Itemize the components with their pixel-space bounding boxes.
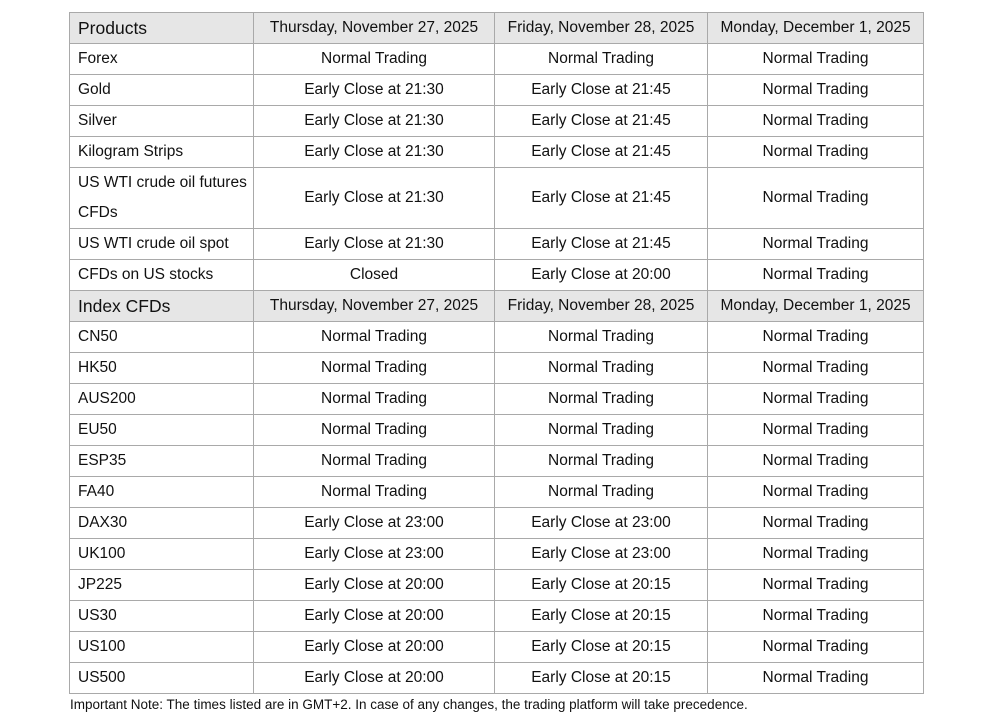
product-name-cell: US30 xyxy=(70,601,254,632)
date-column-header: Friday, November 28, 2025 xyxy=(495,291,708,322)
trading-status-cell: Normal Trading xyxy=(708,260,924,291)
trading-status-cell: Early Close at 20:00 xyxy=(254,570,495,601)
trading-status-cell: Early Close at 23:00 xyxy=(254,539,495,570)
product-name-cell: HK50 xyxy=(70,353,254,384)
table-row xyxy=(70,322,924,353)
trading-status-cell: Early Close at 20:00 xyxy=(254,632,495,663)
table-row xyxy=(70,570,924,601)
trading-status-cell: Early Close at 21:30 xyxy=(254,229,495,260)
trading-status-cell: Normal Trading xyxy=(254,477,495,508)
trading-status-cell: Normal Trading xyxy=(254,384,495,415)
table-row xyxy=(70,477,924,508)
table-row xyxy=(70,137,924,168)
trading-status-cell: Normal Trading xyxy=(708,168,924,229)
table-row xyxy=(70,415,924,446)
trading-status-cell: Normal Trading xyxy=(708,632,924,663)
product-name-cell: CN50 xyxy=(70,322,254,353)
section-header-label: Index CFDs xyxy=(70,291,254,322)
table-row xyxy=(70,446,924,477)
table-row xyxy=(70,601,924,632)
trading-status-cell: Early Close at 20:00 xyxy=(254,601,495,632)
trading-status-cell: Normal Trading xyxy=(254,353,495,384)
trading-status-cell: Normal Trading xyxy=(708,415,924,446)
trading-status-cell: Normal Trading xyxy=(708,446,924,477)
trading-status-cell: Early Close at 23:00 xyxy=(254,508,495,539)
trading-status-cell: Early Close at 21:30 xyxy=(254,75,495,106)
product-name-cell: US500 xyxy=(70,663,254,694)
trading-status-cell: Normal Trading xyxy=(495,446,708,477)
trading-status-cell: Normal Trading xyxy=(708,44,924,75)
trading-status-cell: Normal Trading xyxy=(708,106,924,137)
table-row xyxy=(70,632,924,663)
trading-status-cell: Normal Trading xyxy=(495,415,708,446)
trading-status-cell: Normal Trading xyxy=(708,229,924,260)
date-column-header: Monday, December 1, 2025 xyxy=(708,13,924,44)
product-name-cell: JP225 xyxy=(70,570,254,601)
product-name-cell: ESP35 xyxy=(70,446,254,477)
trading-status-cell: Normal Trading xyxy=(708,322,924,353)
table-row xyxy=(70,384,924,415)
trading-status-cell: Early Close at 20:15 xyxy=(495,570,708,601)
trading-status-cell: Early Close at 20:00 xyxy=(254,663,495,694)
date-column-header: Thursday, November 27, 2025 xyxy=(254,13,495,44)
trading-status-cell: Early Close at 21:30 xyxy=(254,168,495,229)
table-row xyxy=(70,44,924,75)
trading-schedule-table xyxy=(69,12,924,694)
trading-status-cell: Normal Trading xyxy=(708,539,924,570)
table-row xyxy=(70,168,924,229)
section-header-row xyxy=(70,291,924,322)
trading-status-cell: Normal Trading xyxy=(708,570,924,601)
trading-status-cell: Normal Trading xyxy=(254,322,495,353)
trading-status-cell: Normal Trading xyxy=(708,384,924,415)
table-row xyxy=(70,260,924,291)
table-row xyxy=(70,508,924,539)
table-row xyxy=(70,539,924,570)
trading-status-cell: Normal Trading xyxy=(254,446,495,477)
product-name-cell: UK100 xyxy=(70,539,254,570)
product-name-cell: DAX30 xyxy=(70,508,254,539)
trading-status-cell: Early Close at 21:45 xyxy=(495,137,708,168)
trading-status-cell: Early Close at 20:15 xyxy=(495,632,708,663)
product-name-cell: EU50 xyxy=(70,415,254,446)
trading-status-cell: Normal Trading xyxy=(254,44,495,75)
product-name-cell: US100 xyxy=(70,632,254,663)
trading-status-cell: Early Close at 20:15 xyxy=(495,663,708,694)
product-name-cell: Gold xyxy=(70,75,254,106)
date-column-header: Thursday, November 27, 2025 xyxy=(254,291,495,322)
trading-schedule-body xyxy=(70,13,924,694)
product-name-cell: FA40 xyxy=(70,477,254,508)
product-name-cell: US WTI crude oil futures CFDs xyxy=(70,168,254,229)
trading-status-cell: Early Close at 21:30 xyxy=(254,106,495,137)
section-header-row xyxy=(70,13,924,44)
trading-status-cell: Normal Trading xyxy=(495,322,708,353)
trading-status-cell: Normal Trading xyxy=(495,353,708,384)
trading-status-cell: Early Close at 23:00 xyxy=(495,539,708,570)
product-name-cell: CFDs on US stocks xyxy=(70,260,254,291)
trading-status-cell: Closed xyxy=(254,260,495,291)
product-name-cell: AUS200 xyxy=(70,384,254,415)
table-row xyxy=(70,229,924,260)
trading-status-cell: Normal Trading xyxy=(708,601,924,632)
trading-status-cell: Normal Trading xyxy=(495,44,708,75)
product-name-cell: Kilogram Strips xyxy=(70,137,254,168)
table-row xyxy=(70,106,924,137)
trading-status-cell: Normal Trading xyxy=(495,384,708,415)
footnote: Important Note: The times listed are in GMT+2. In case of any changes, the trading platform will take precedence. xyxy=(70,697,748,712)
trading-status-cell: Early Close at 23:00 xyxy=(495,508,708,539)
date-column-header: Monday, December 1, 2025 xyxy=(708,291,924,322)
trading-status-cell: Normal Trading xyxy=(708,353,924,384)
trading-status-cell: Early Close at 21:45 xyxy=(495,75,708,106)
trading-status-cell: Early Close at 21:45 xyxy=(495,229,708,260)
trading-status-cell: Early Close at 21:45 xyxy=(495,168,708,229)
product-name-cell: Silver xyxy=(70,106,254,137)
trading-status-cell: Early Close at 21:30 xyxy=(254,137,495,168)
table-row xyxy=(70,75,924,106)
trading-status-cell: Normal Trading xyxy=(254,415,495,446)
trading-status-cell: Normal Trading xyxy=(708,663,924,694)
section-header-label: Products xyxy=(70,13,254,44)
product-name-cell: US WTI crude oil spot xyxy=(70,229,254,260)
table-row xyxy=(70,663,924,694)
trading-status-cell: Early Close at 20:00 xyxy=(495,260,708,291)
trading-status-cell: Normal Trading xyxy=(708,508,924,539)
trading-status-cell: Early Close at 21:45 xyxy=(495,106,708,137)
trading-status-cell: Normal Trading xyxy=(495,477,708,508)
trading-status-cell: Normal Trading xyxy=(708,75,924,106)
trading-status-cell: Normal Trading xyxy=(708,137,924,168)
date-column-header: Friday, November 28, 2025 xyxy=(495,13,708,44)
trading-status-cell: Normal Trading xyxy=(708,477,924,508)
trading-status-cell: Early Close at 20:15 xyxy=(495,601,708,632)
product-name-cell: Forex xyxy=(70,44,254,75)
table-row xyxy=(70,353,924,384)
